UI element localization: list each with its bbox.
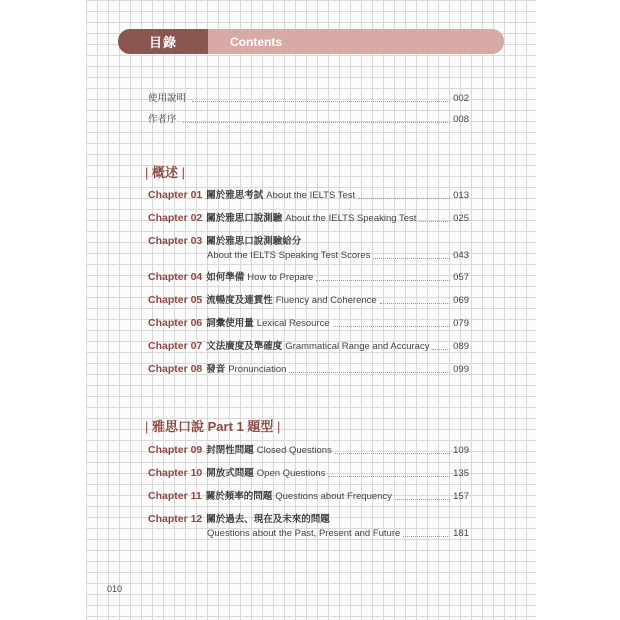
chapter-page: 079	[453, 318, 469, 329]
chapter-label: Chapter 03	[148, 235, 203, 247]
chapter-title-en: Fluency and Coherence	[275, 295, 377, 306]
page-number: 010	[107, 584, 123, 594]
header-title-zh: 目錄	[118, 29, 208, 54]
chapter-page: 043	[453, 250, 469, 261]
chapter-title-zh: 發音	[206, 364, 226, 375]
chapter-title-en: How to Prepare	[247, 272, 314, 283]
chapter-title-en: Questions about the Past, Present and Future	[207, 528, 401, 539]
toc-entry-chapter-04[interactable]	[148, 271, 469, 284]
leader-dots	[183, 122, 451, 123]
chapter-title-en: Questions about Frequency	[275, 491, 392, 502]
chapter-title-en: About the IELTS Test	[266, 190, 356, 201]
chapter-title-zh: 關於過去、現在及未來的問題	[206, 514, 330, 525]
chapter-title-zh: 詞彙使用量	[206, 318, 254, 329]
chapter-label: Chapter 11	[148, 490, 202, 502]
chapter-label: Chapter 10	[148, 467, 203, 479]
chapter-title-en: About the IELTS Speaking Test Scores	[207, 250, 371, 261]
leader-dots	[395, 499, 450, 500]
chapter-title-zh: 關於雅思口說測驗給分	[206, 236, 302, 247]
section-heading-part1	[145, 416, 280, 435]
toc-entry-chapter-12[interactable]	[148, 513, 469, 540]
section-bar-left: |	[145, 419, 149, 434]
chapter-title-zh: 流暢度及連貫性	[206, 295, 273, 306]
section-title: 概述	[152, 165, 179, 180]
chapter-title-zh: 如何準備	[206, 272, 245, 283]
contents-header	[118, 29, 504, 54]
chapter-title-en: Open Questions	[256, 468, 326, 479]
chapter-label: Chapter 12	[148, 513, 203, 525]
section-bar-left: |	[145, 165, 149, 180]
toc-entry-chapter-07[interactable]	[148, 340, 469, 353]
leader-dots	[289, 372, 450, 373]
leader-dots	[328, 476, 450, 477]
toc-entry-chapter-06[interactable]	[148, 317, 469, 330]
chapter-title-zh: 封閉性問題	[206, 445, 254, 456]
entry-title: 作者序	[148, 114, 177, 125]
leader-dots	[333, 326, 450, 327]
chapter-title-en: Closed Questions	[256, 445, 332, 456]
chapter-label: Chapter 08	[148, 363, 203, 375]
section-heading-overview	[145, 162, 185, 181]
chapter-title-en: About the IELTS Speaking Test	[285, 213, 417, 224]
chapter-label: Chapter 07	[148, 340, 203, 352]
chapter-page: 089	[453, 341, 469, 352]
chapter-page: 013	[453, 190, 469, 201]
chapter-page: 069	[453, 295, 469, 306]
entry-page: 002	[453, 93, 469, 104]
chapter-title-en: Pronunciation	[228, 364, 287, 375]
header-title-en: Contents	[208, 29, 504, 54]
toc-entry-chapter-11[interactable]	[148, 490, 469, 503]
chapter-page: 135	[453, 468, 469, 479]
chapter-page: 157	[453, 491, 469, 502]
chapter-page: 181	[453, 528, 469, 539]
chapter-label: Chapter 01	[148, 189, 203, 201]
section-bar-right: |	[181, 165, 186, 180]
chapter-page: 109	[453, 445, 469, 456]
leader-dots	[335, 453, 450, 454]
section-bar-right: |	[277, 419, 281, 434]
leader-dots	[316, 280, 450, 281]
chapter-label: Chapter 02	[148, 212, 203, 224]
toc-entry-chapter-05[interactable]	[148, 294, 469, 307]
toc-entry-front-1[interactable]	[148, 92, 469, 105]
chapter-page: 025	[453, 213, 469, 224]
chapter-title-zh: 關於頻率的問題	[205, 491, 273, 502]
toc-entry-chapter-03[interactable]	[148, 235, 469, 262]
chapter-label: Chapter 09	[148, 444, 203, 456]
toc-entry-chapter-02[interactable]	[148, 212, 469, 225]
chapter-page: 099	[453, 364, 469, 375]
leader-dots	[192, 101, 450, 102]
leader-dots	[419, 221, 450, 222]
chapter-title-zh: 文法廣度及準確度	[206, 341, 283, 352]
leader-dots	[432, 349, 450, 350]
toc-entry-chapter-01[interactable]	[148, 189, 469, 202]
chapter-title-zh: 關於雅思口說測驗	[206, 213, 283, 224]
toc-entry-chapter-08[interactable]	[148, 363, 469, 376]
toc-entry-chapter-10[interactable]	[148, 467, 469, 480]
entry-page: 008	[453, 114, 469, 125]
chapter-label: Chapter 04	[148, 271, 203, 283]
leader-dots	[380, 303, 450, 304]
chapter-title-en: Lexical Resource	[256, 318, 330, 329]
chapter-title-zh: 開放式問題	[206, 468, 254, 479]
chapter-label: Chapter 06	[148, 317, 203, 329]
entry-title: 使用說明	[148, 93, 187, 104]
leader-dots	[358, 198, 450, 199]
section-title: 雅思口說 Part 1 題型	[152, 419, 274, 434]
chapter-page: 057	[453, 272, 469, 283]
toc-entry-chapter-09[interactable]	[148, 444, 469, 457]
toc-entry-front-2[interactable]	[148, 113, 469, 126]
leader-dots	[403, 536, 450, 537]
leader-dots	[373, 258, 450, 259]
chapter-title-en: Grammatical Range and Accuracy	[285, 341, 430, 352]
chapter-label: Chapter 05	[148, 294, 203, 306]
chapter-title-zh: 關於雅思考試	[206, 190, 264, 201]
